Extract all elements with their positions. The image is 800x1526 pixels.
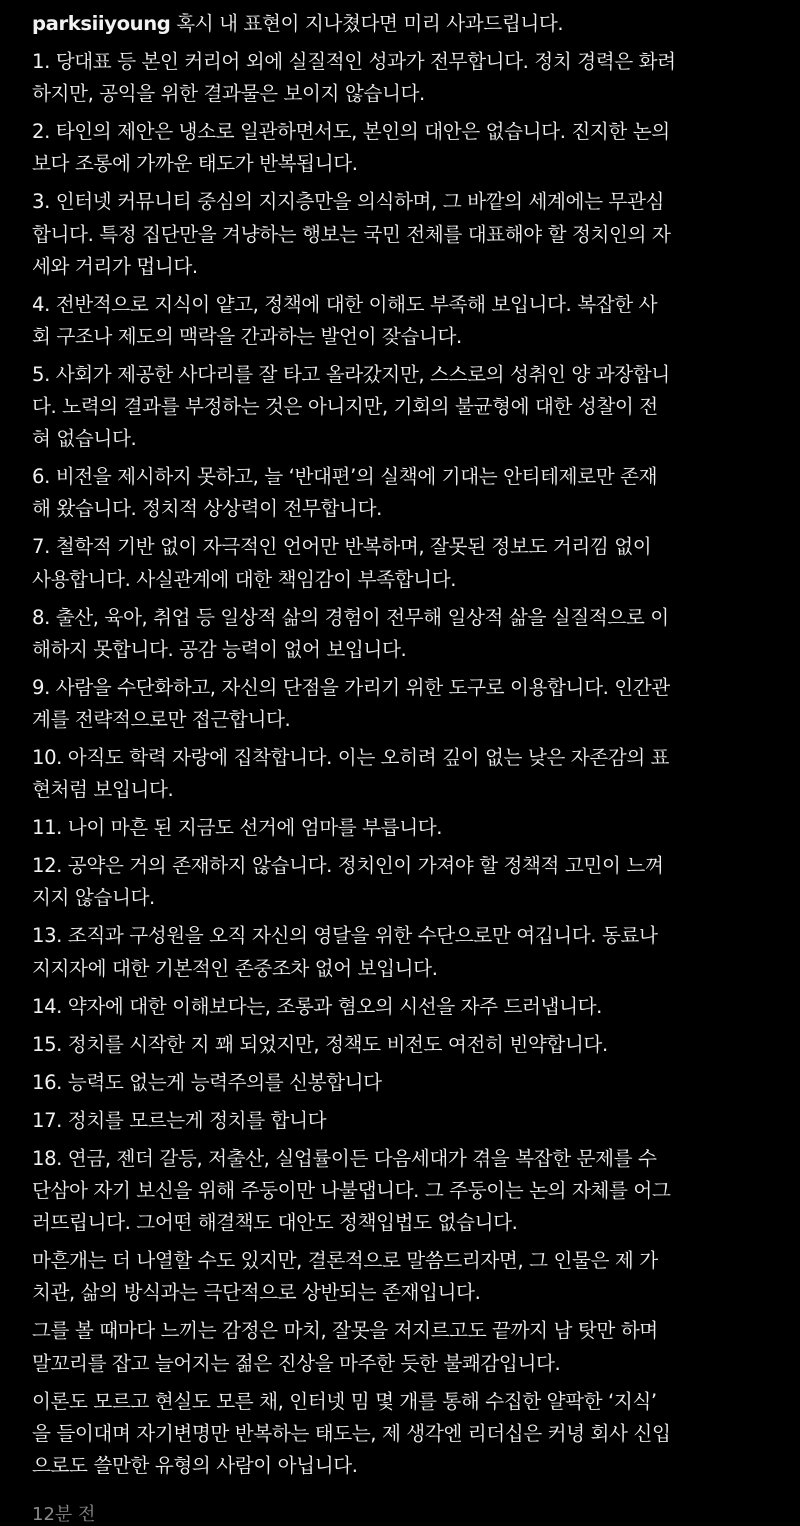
comment-paragraph: 8. 출산, 육아, 취업 등 일상적 삶의 경험이 전무해 일상적 삶을 실질적으로 이 해하지 못합니다. 공감 능력이 없어 보입니다.	[32, 605, 669, 661]
comment-paragraph: 10. 아직도 학력 자랑에 집착합니다. 이는 오히려 깊이 없는 낮은 자존감의 표 현처럼 보입니다.	[32, 745, 670, 802]
comment-timestamp: 12분 전	[32, 1503, 96, 1525]
comment-paragraph: 1. 당대표 등 본인 커리어 외에 실질적인 성과가 전무합니다. 정치 경력은 화려 하지만, 공익을 위한 결과물은 보이지 않습니다.	[32, 50, 676, 106]
comment-paragraph: 13. 조직과 구성원을 오직 자신의 영달을 위한 수단으로만 여깁니다. 동료나 지지자에 대한 기본적인 존중조차 없어 보입니다.	[32, 924, 658, 980]
comment-paragraph: 18. 연금, 젠더 갈등, 저출산, 실업률이든 다음세대가 겪을 복잡한 문제를 수 단삼아 자기 보신을 위해 주둥이만 나불댑니다. 그 주둥이는 논의 자체를 어그 러뜨립니다. 그어떤 해결책도 대안도 정책입법도 없습니다.	[32, 1147, 671, 1235]
comment-paragraph: 그를 볼 때마다 느끼는 감정은 마치, 잘못을 저지르고도 끝까지 남 탓만 하며 말꼬리를 잡고 늘어지는 젊은 진상을 마주한 듯한 불쾌감입니다.	[32, 1319, 658, 1375]
comment-paragraph: 16. 능력도 없는게 능력주의를 신봉합니다	[32, 1070, 382, 1094]
comment-paragraph: 4. 전반적으로 지식이 얕고, 정책에 대한 이해도 부족해 보입니다. 복잡한 사 회 구조나 제도의 맥락을 간과하는 발언이 잦습니다.	[32, 292, 658, 348]
comment-intro	[32, 8, 784, 40]
comment-paragraph: 마흔개는 더 나열할 수도 있지만, 결론적으로 말씀드리자면, 그 인물은 제 가 치관, 삶의 방식과는 극단적으로 상반되는 존재입니다.	[32, 1249, 658, 1305]
comment-paragraph: 9. 사람을 수단화하고, 자신의 단점을 가리기 위한 도구로 이용합니다. 인간관 계를 전략적으로만 접근합니다.	[32, 675, 670, 731]
comment-paragraph: 15. 정치를 시작한 지 꽤 되었지만, 정책도 비전도 여전히 빈약합니다.	[32, 1032, 608, 1056]
comment-paragraph: 17. 정치를 모르는게 정치를 합니다	[32, 1108, 327, 1132]
comment-paragraph: 6. 비전을 제시하지 못하고, 늘 ‘반대편’의 실책에 기대는 안티테제로만 존재 해 왔습니다. 정치적 상상력이 전무합니다.	[32, 465, 658, 521]
comment-paragraph: 14. 약자에 대한 이해보다는, 조롱과 혐오의 시선을 자주 드러냅니다.	[32, 994, 602, 1018]
username-link[interactable]: parksiiyoung	[32, 12, 171, 35]
comment-paragraph: 2. 타인의 제안은 냉소로 일관하면서도, 본인의 대안은 없습니다. 진지한 논의 보다 조롱에 가까운 태도가 반복됩니다.	[32, 120, 670, 176]
comment-paragraph: 3. 인터넷 커뮤니티 중심의 지지층만을 의식하며, 그 바깥의 세계에는 무관심 합니다. 특정 집단만을 겨냥하는 행보는 국민 전체를 대표해야 할 정치인의 자 세와 거리가 멉니다.	[32, 190, 671, 278]
comment-paragraph: 12. 공약은 거의 존재하지 않습니다. 정치인이 가져야 할 정책적 고민이 느껴 지지 않습니다.	[32, 854, 664, 910]
comment-paragraph: 7. 철학적 기반 없이 자극적인 언어만 반복하며, 잘못된 정보도 거리낌 없이 사용합니다. 사실관계에 대한 책임감이 부족합니다.	[32, 535, 652, 591]
comment-paragraph: 11. 나이 마흔 된 지금도 선거에 엄마를 부릅니다.	[32, 816, 443, 840]
intro-text: 혹시 내 표현이 지나쳤다면 미리 사과드립니다.	[170, 12, 564, 35]
comment-paragraph: 이론도 모르고 현실도 모른 채, 인터넷 밈 몇 개를 통해 수집한 얄팍한 ‘지식’ 을 들이대며 자기변명만 반복하는 태도는, 제 생각엔 리더십은 커녕 회사 신입 으로도 쓸만한 유형의 사람이 아닙니다.	[32, 1389, 671, 1477]
comment-paragraph: 5. 사회가 제공한 사다리를 잘 타고 올라갔지만, 스스로의 성취인 양 과장합니 다. 노력의 결과를 부정하는 것은 아니지만, 기회의 불균형에 대한 성찰이 전 혀 없습니다.	[32, 362, 670, 451]
